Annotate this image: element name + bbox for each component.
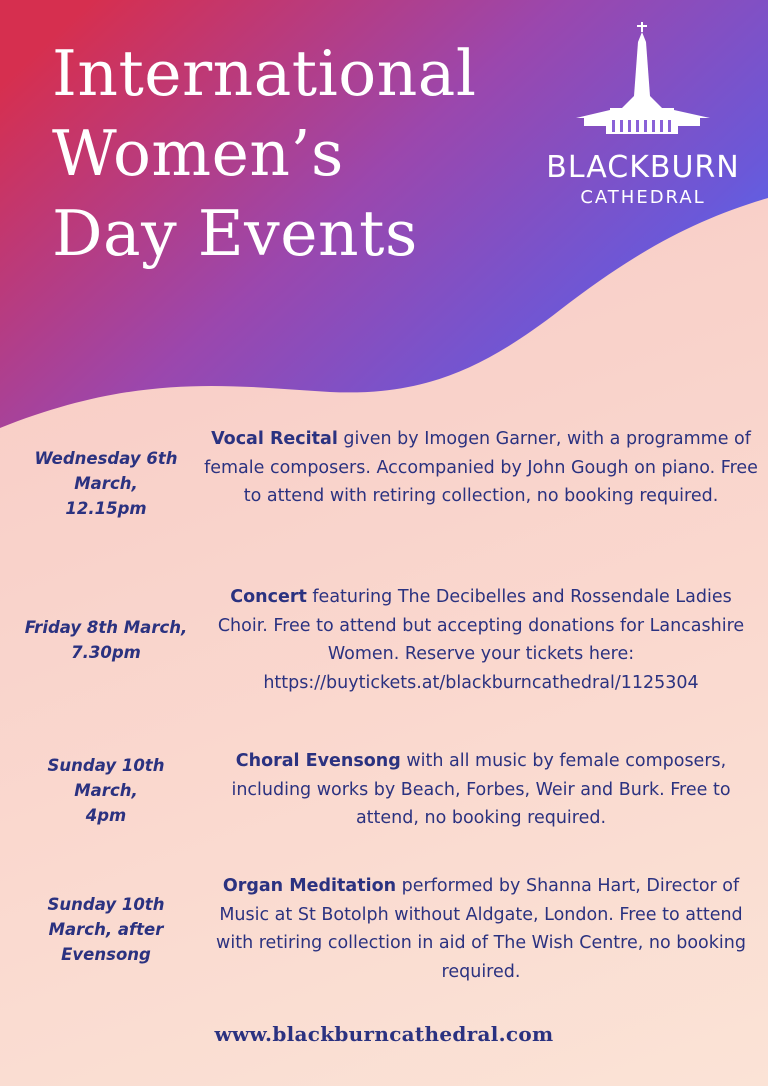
page-title: [52, 34, 532, 274]
event-description: [203, 425, 759, 511]
event-text: given by Imogen Garner, with a programme of female composers. Accompanied by John Gough on piano. Free to attend with retiring collection, no booking required.: [204, 429, 758, 506]
event-date: [16, 446, 196, 521]
event-title: Organ Meditation: [222, 876, 397, 896]
cathedral-spire-icon: [576, 22, 710, 148]
logo-text-cathedral: CATHEDRAL: [580, 187, 706, 208]
event-title: Vocal Recital: [211, 429, 338, 449]
event-text: featuring The Decibelles and Rossendale Ladies Choir. Free to attend but accepting donations for Lancashire Women. Reserve your tickets here: https://buytickets.at/blackburncathedral/1125304: [217, 587, 745, 693]
event-text: with all music by female composers, including works by Beach, Forbes, Weir and Burk. Free to attend, no booking required.: [231, 751, 731, 828]
event-date-line: Wednesday 6th: [34, 449, 178, 468]
event-date: [16, 753, 196, 828]
event-date-line: Friday 8th March,: [24, 618, 188, 637]
event-date-line: 7.30pm: [71, 643, 141, 662]
event-date: [16, 615, 196, 665]
event-title: Choral Evensong: [235, 751, 401, 771]
event-description: [203, 583, 759, 697]
event-date-line: March,: [74, 781, 138, 800]
blackburn-cathedral-logo: [536, 22, 750, 208]
event-date-line: Evensong: [61, 945, 151, 964]
logo-text-blackburn: BLACKBURN: [546, 150, 740, 185]
event-date-line: Sunday 10th: [47, 756, 165, 775]
event-text: performed by Shanna Hart, Director of Music at St Botolph without Aldgate, London. Free to attend with retiring collection in aid of The Wish Centre, no booking required.: [216, 876, 746, 982]
event-date-line: March,: [74, 474, 138, 493]
event-date-line: 12.15pm: [65, 499, 147, 518]
event-date: [16, 892, 196, 967]
title-line-3: Day Events: [52, 197, 418, 270]
event-date-line: 4pm: [85, 806, 127, 825]
event-description: [203, 747, 759, 833]
event-date-line: March, after: [48, 920, 164, 939]
title-line-2: Women’s: [52, 117, 344, 190]
event-title: Concert: [230, 587, 307, 607]
title-line-1: International: [52, 37, 477, 110]
event-date-line: Sunday 10th: [47, 895, 165, 914]
event-description: [203, 872, 759, 986]
website-link[interactable]: www.blackburncathedral.com: [214, 1022, 554, 1046]
